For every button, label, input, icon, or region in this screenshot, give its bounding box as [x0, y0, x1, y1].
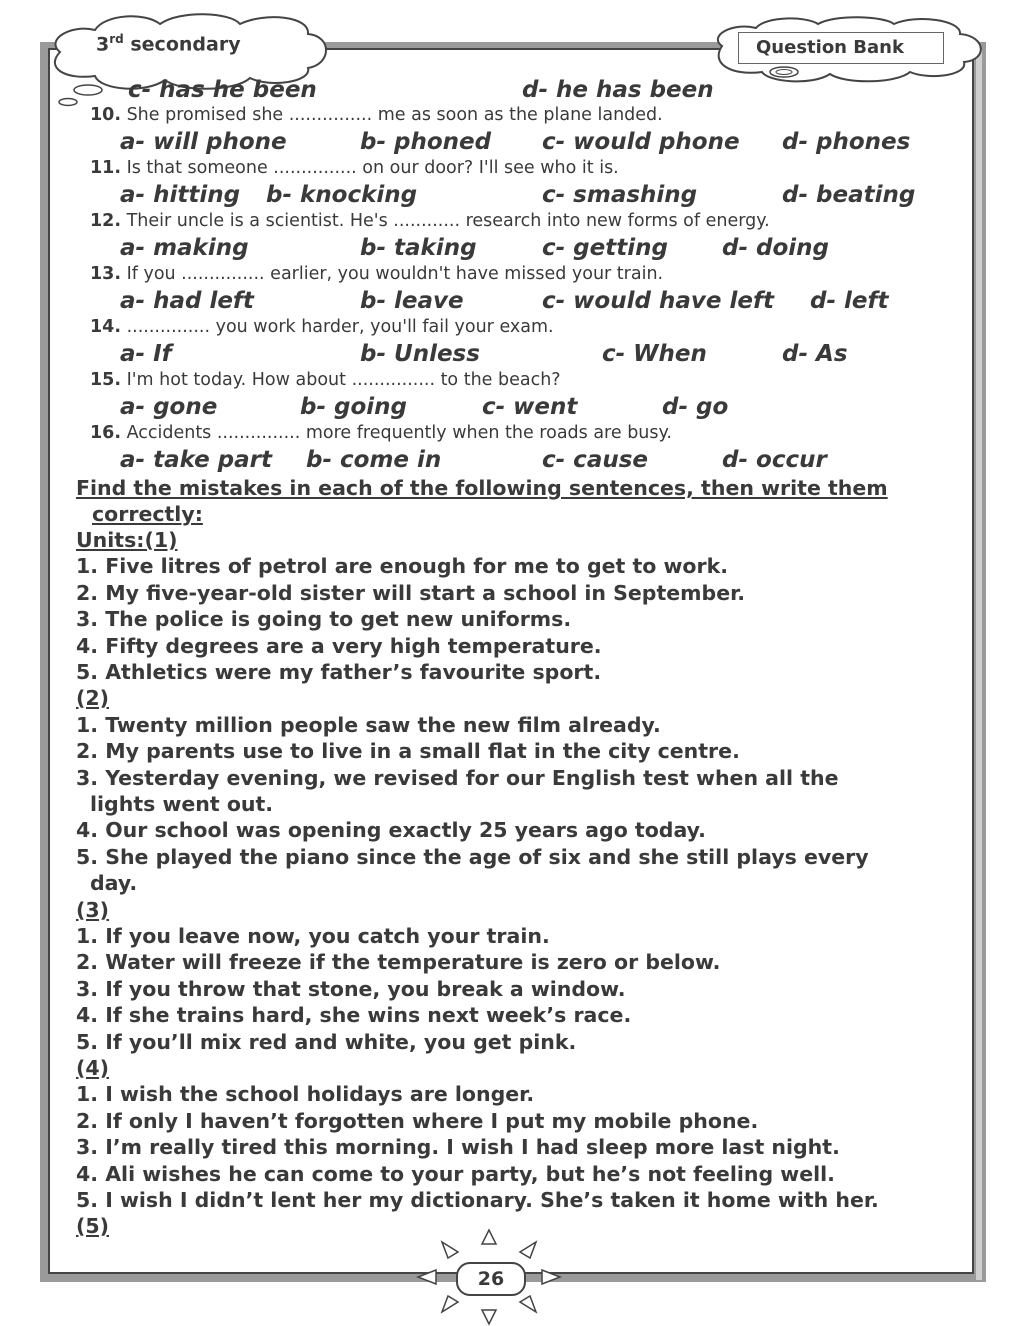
sentence-line: 4. Ali wishes he can come to your party, but he’s not feeling well.: [76, 1162, 835, 1186]
unit-heading: (4): [76, 1056, 110, 1080]
sentence-line: 3. I’m really tired this morning. I wish I had sleep more last night.: [76, 1135, 840, 1159]
question-text: [90, 317, 554, 337]
unit-heading: (5): [76, 1214, 110, 1238]
sentence-line: 3. The police is going to get new uniforms.: [76, 607, 572, 631]
question-sentence: Accidents ............... more frequently when the roads are busy.: [121, 423, 672, 443]
options-row: [0, 394, 1024, 424]
question-sentence: If you ............... earlier, you wouldn't have missed your train.: [121, 264, 664, 284]
option-d: d- doing: [722, 235, 830, 261]
sentence-line: 4. Fifty degrees are a very high temperature.: [76, 634, 602, 658]
option-d: d- left: [810, 288, 889, 314]
grade-label: 3rd secondary: [96, 32, 241, 56]
sentence-line: 5. She played the piano since the age of six and she still plays every: [76, 845, 869, 869]
option-d: d- phones: [782, 129, 911, 155]
option-a: a- will phone: [120, 129, 287, 155]
option-c: c- would have left: [542, 288, 774, 314]
options-row: [0, 288, 1024, 318]
option-b: b- Unless: [360, 341, 480, 367]
option-d: d- beating: [782, 182, 916, 208]
question-text: [90, 211, 770, 231]
option-d: d- go: [662, 394, 729, 420]
bank-label: Question Bank: [756, 37, 904, 58]
sentence-line: 3. If you throw that stone, you break a window.: [76, 977, 626, 1001]
option-c: c- has he been: [128, 77, 317, 103]
sentence-line: 3. Yesterday evening, we revised for our English test when all the: [76, 766, 839, 790]
option-c: c- cause: [542, 447, 649, 473]
question-sentence: I'm hot today. How about ............... to the beach?: [121, 370, 561, 390]
question-sentence: Is that someone ............... on our door? I'll see who it is.: [121, 158, 619, 178]
option-d: d- occur: [722, 447, 827, 473]
option-d: d- he has been: [522, 77, 714, 103]
options-row: [0, 182, 1024, 212]
unit-heading: Units:(1): [76, 528, 178, 552]
option-b: b- phoned: [360, 129, 492, 155]
question-sentence: Their uncle is a scientist. He's ............ research into new forms of energy.: [121, 211, 770, 231]
sentence-line: 2. If only I haven’t forgotten where I put my mobile phone.: [76, 1109, 759, 1133]
sentence-line: 1. Twenty million people saw the new film already.: [76, 713, 661, 737]
option-b: b- come in: [306, 447, 442, 473]
instruction-line-2: correctly:: [92, 502, 203, 526]
option-c: c- getting: [542, 235, 668, 261]
sentence-line: 1. Five litres of petrol are enough for me to get to work.: [76, 554, 729, 578]
option-d: d- As: [782, 341, 848, 367]
question-text: [90, 158, 619, 178]
question-text: [90, 264, 663, 284]
sentence-line: 4. If she trains hard, she wins next week’s race.: [76, 1003, 632, 1027]
options-row: [0, 341, 1024, 371]
option-a: a- take part: [120, 447, 272, 473]
question-number: 13.: [90, 264, 122, 284]
question-sentence: She promised she ............... me as soon as the plane landed.: [121, 105, 663, 125]
question-text: [90, 105, 663, 125]
sentence-line: 5. I wish I didn’t lent her my dictionary. She’s taken it home with her.: [76, 1188, 879, 1212]
option-a: a- hitting: [120, 182, 241, 208]
instruction-line-1: Find the mistakes in each of the following sentences, then write them: [76, 476, 888, 500]
question-number: 15.: [90, 370, 122, 390]
page-number: 26: [456, 1262, 526, 1296]
options-row: [0, 235, 1024, 265]
option-c: c- When: [602, 341, 707, 367]
option-c: c- went: [482, 394, 578, 420]
options-row: [0, 447, 1024, 477]
option-a: a- If: [120, 341, 172, 367]
option-b: b- taking: [360, 235, 477, 261]
option-c: c- smashing: [542, 182, 698, 208]
sentence-continuation: lights went out.: [90, 792, 274, 816]
question-number: 10.: [90, 105, 122, 125]
sentence-line: 5. If you’ll mix red and white, you get pink.: [76, 1030, 577, 1054]
option-a: a- gone: [120, 394, 218, 420]
question-text: [90, 423, 672, 443]
option-a: a- had left: [120, 288, 254, 314]
sentence-continuation: day.: [90, 871, 138, 895]
question-number: 16.: [90, 423, 122, 443]
unit-heading: (2): [76, 686, 110, 710]
unit-heading: (3): [76, 898, 110, 922]
sentence-line: 1. If you leave now, you catch your train.: [76, 924, 550, 948]
sentence-line: 1. I wish the school holidays are longer.: [76, 1082, 535, 1106]
options-row: [0, 129, 1024, 159]
question-sentence: ............... you work harder, you'll fail your exam.: [121, 317, 554, 337]
options-q9: [0, 77, 1024, 107]
option-b: b- knocking: [266, 182, 418, 208]
question-text: [90, 370, 561, 390]
sentence-line: 4. Our school was opening exactly 25 years ago today.: [76, 818, 706, 842]
option-a: a- making: [120, 235, 249, 261]
option-b: b- going: [300, 394, 408, 420]
option-b: b- leave: [360, 288, 464, 314]
question-number: 12.: [90, 211, 122, 231]
sentence-line: 2. My five-year-old sister will start a school in September.: [76, 581, 746, 605]
sentence-line: 2. Water will freeze if the temperature is zero or below.: [76, 950, 721, 974]
sentence-line: 2. My parents use to live in a small flat in the city centre.: [76, 739, 740, 763]
question-number: 14.: [90, 317, 122, 337]
question-number: 11.: [90, 158, 122, 178]
sentence-line: 5. Athletics were my father’s favourite sport.: [76, 660, 602, 684]
option-c: c- would phone: [542, 129, 740, 155]
